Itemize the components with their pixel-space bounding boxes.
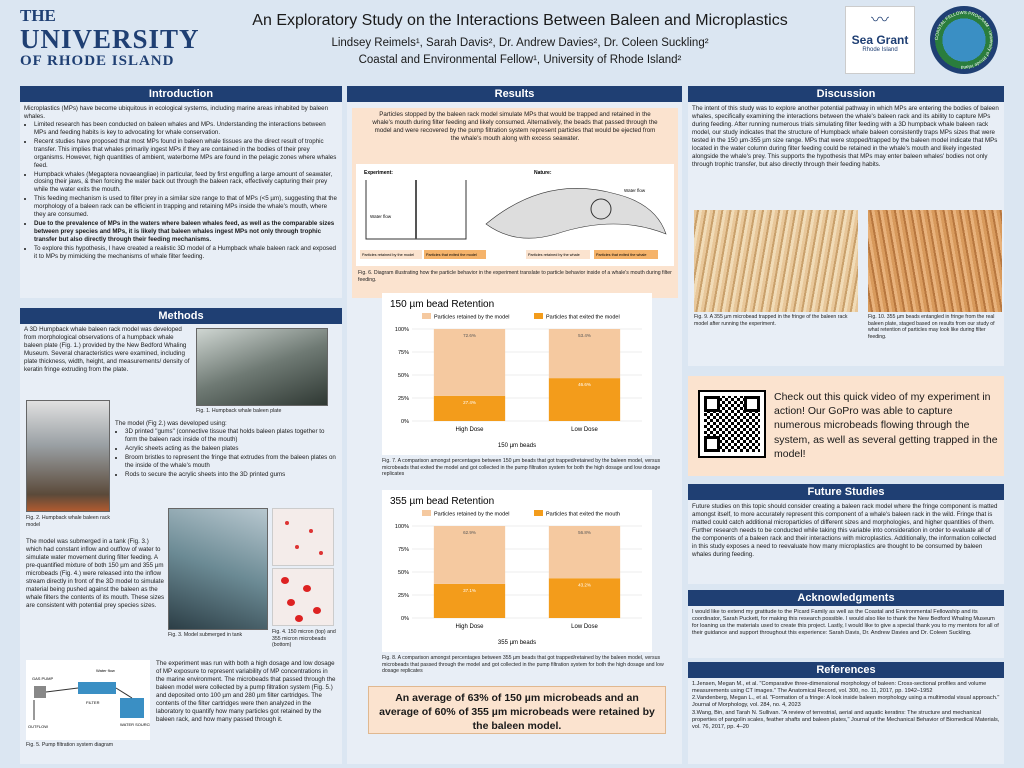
legend-label: Particles that exited the mouth bbox=[546, 511, 620, 518]
results-heading: Results bbox=[347, 86, 682, 102]
diag-waterflow-label: Water flow bbox=[370, 214, 392, 219]
poster-authors: Lindsey Reimels¹, Sarah Davis², Dr. Andrew Davies², Dr. Coleen Suckling² bbox=[331, 37, 709, 49]
methods-list-item: • Broom bristles to represent the fringe that extrudes from the baleen plates on the inside of the whale's mouth bbox=[125, 454, 337, 470]
fig6-svg bbox=[356, 164, 674, 266]
y-tick-label: 75% bbox=[397, 547, 409, 553]
fig4-caption: Fig. 4. 150 micron (top) and 355 micron microbeads (bottom) bbox=[272, 629, 336, 648]
bar-value-label: 27.4% bbox=[463, 399, 476, 405]
pump-diagram-svg bbox=[26, 660, 150, 740]
coastal-fellows-seal bbox=[930, 6, 998, 74]
chart-355 bbox=[382, 490, 652, 652]
legend-swatch bbox=[534, 313, 543, 319]
intro-bullet: • Humpback whales (Megaptera novaeangliae) in particular, feed by first engulfing a large amount of seawater, closing their jaws, & then forcing the water back out through the baleen rack, effectively capturing their prey while the water exits the mouth. bbox=[34, 171, 338, 195]
seagrant-name: Sea Grant bbox=[851, 33, 909, 47]
legend-label: Particles retained by the model bbox=[434, 314, 510, 321]
chart-title: 150 µm bead Retention bbox=[390, 299, 495, 310]
methods-p3: The model was submerged in a tank (Fig. 3.) which had constant inflow and outflow of water to simulate water movement during filter feeding. A pre-quantified mixture of both 150 µm and 355 µm microbeads (Fig. 4.) were released into the inflow stream directly in front of the 3D model to simulate material being pushed against the baleen as the whale filters the contents of its mouth. These sizes are consistent with potential prey species sizes. bbox=[26, 538, 165, 609]
fig7-caption: Fig. 7. A comparison amongst percentages between 150 µm beads that got trapped/retained by the baleen model, versus microbeads that exited the model and got collected in the pump filtration system for both the high dosage and low dosage replicates bbox=[382, 458, 661, 477]
bar-value-label: 53.4% bbox=[578, 333, 591, 338]
y-tick-label: 25% bbox=[397, 593, 409, 599]
intro-bullet: • Limited research has been conducted on baleen whales and MPs. Understanding the interactions between MPs and feeding habits is key to advocating for whale conservation. bbox=[34, 121, 338, 137]
methods-list-item: • 3D printed "gums" (connective tissue that holds baleen plates together to form the baleen rack inside of the mouth) bbox=[125, 428, 337, 444]
diag-label: Water flow bbox=[96, 668, 115, 673]
methods-model-list bbox=[115, 420, 337, 480]
methods-p2: The model (Fig 2.) was developed using: bbox=[115, 420, 227, 427]
fig5-caption: Fig. 5. Pump filtration system diagram bbox=[26, 742, 114, 748]
chart-150-svg bbox=[382, 293, 652, 455]
diag-retained-model: Particles retained by the model bbox=[362, 253, 415, 257]
seal-text-ring bbox=[930, 6, 998, 74]
refs-list bbox=[688, 678, 1004, 734]
ref-item: 3.Wang, Bin, and Tarah N. Sullivan. "A review of terrestrial, aerial and aquatic keratins: The structure and mechanical properties of pangolin scales, feather shafts and baleen plates," Journal of the Mechanical Behavior of Biomedical Materials, vol. 76, 2017, pp. 4–20 bbox=[692, 709, 1000, 730]
legend-swatch bbox=[534, 510, 543, 516]
methods-list-item: • Rods to secure the acrylic sheets into the 3D printed gums bbox=[125, 471, 337, 479]
results-intro-box bbox=[352, 108, 678, 298]
fig1-baleen-plate-photo bbox=[196, 328, 328, 406]
discussion-heading: Discussion bbox=[688, 86, 1004, 102]
bar-value-label: 56.8% bbox=[578, 530, 591, 535]
future-heading: Future Studies bbox=[688, 484, 1004, 500]
x-tick-label: Low Dose bbox=[571, 427, 598, 433]
chart-title: 355 µm bead Retention bbox=[390, 496, 495, 507]
ack-text: I would like to extend my gratitude to the Picard Family as well as the Coastal and Environmental Fellowship and its coordinator, Sarah Puckett, for making this research possible. I would also like to thank the New Bedford Whaling Museum for loaning us the materials used to create this project. Lastly, I would like to give a special thank you to my mentors for all of their guidance and support throughout this experience: Sarah Davis, Dr. Andrew Davies and Dr. Coleen Suckling. bbox=[692, 609, 999, 637]
diag-nature-label: Nature: bbox=[534, 170, 552, 176]
seal-text: COASTAL FELLOWS PROGRAM · University of Rhode Island bbox=[933, 9, 995, 71]
future-text: Future studies on this topic should consider creating a baleen rack model where the fringe component is matted amongst itself, to more accurately represent this component of a whale's baleen rack in the wild. Fringe that is matted could catch additional microparticles of different sizes and morphologies, and higher quantities of them. Further research needs to be conducted while taking this variable into consideration in order to evaluate all of the components of a baleen rack and their interactions with microplastics. Additionally, the information collected in this study exposes a need to reevaluate how many microplastics are thought to be consumed by baleen whales during feeding. bbox=[692, 503, 998, 558]
fig6-caption: Fig. 6. Diagram illustrating how the particle behavior in the experiment translate to particle behavior inside of a whale's mouth during filter feeding. bbox=[358, 270, 672, 283]
ack-panel bbox=[688, 590, 1004, 658]
seagrant-sub: Rhode Island bbox=[862, 47, 898, 53]
intro-bullet: • This feeding mechanism is used to filter prey in a similar size range to that of MPs (<5 µm), suggesting that the morphology of a baleen rack can be efficient in trapping and retaining MPs inside the whale's mouth, where they are consumed. bbox=[34, 195, 338, 219]
methods-list-item: • Acrylic sheets acting as the baleen plates bbox=[125, 445, 337, 453]
seagrant-bird-icon: 〰 bbox=[871, 10, 889, 30]
results-summary-box bbox=[368, 686, 666, 734]
y-tick-label: 100% bbox=[394, 524, 409, 530]
qr-panel bbox=[688, 376, 1004, 476]
seagrant-logo bbox=[845, 6, 915, 74]
bar-value-label: 72.6% bbox=[463, 333, 476, 338]
refs-heading: References bbox=[688, 662, 1004, 678]
fig2-caption: Fig. 2. Humpback whale baleen rack model bbox=[26, 515, 110, 528]
legend-swatch bbox=[422, 510, 431, 516]
bar-segment bbox=[434, 329, 505, 396]
x-tick-label: Low Dose bbox=[571, 624, 598, 630]
y-tick-label: 100% bbox=[394, 327, 409, 333]
x-axis-label: 150 µm beads bbox=[497, 443, 537, 449]
logo-university: UNIVERSITY bbox=[20, 24, 200, 54]
fig8-caption: Fig. 8. A comparison amongst percentages between 355 µm beads that got trapped/retained by the baleen model, versus microbeads that passed through the model and got collected in the pump filtration system for both the high dosage and low dosage replicates bbox=[382, 655, 664, 674]
discussion-text: The intent of this study was to explore another potential pathway in which MPs are entering the bodies of baleen whales, specifically examining the interactions between the whale's baleen rack and its ability to capture MPs during feeding. After running numerous trials simulating filter feeding with a 3D humpback whale baleen rack model, our study indicates that the structure of Humpback whale baleen consistently traps MPs sizes that were tested in the 150 µm-355 µm size range. MPs that were stopped/trapped by the baleen model indicate that MPs located in the water column during filter feeding could be retained in the whale's mouth and likely ingested alongside the whale's prey. This supports the hypothesis that MPs may enter baleen whales' bodies not only through trophic transfer, but also directly through their feeding habits. bbox=[692, 105, 999, 168]
intro-body bbox=[20, 102, 342, 265]
diag-waterflow-label-2: Water flow bbox=[624, 188, 646, 193]
fig4-microbeads-355-photo bbox=[272, 568, 334, 626]
methods-p1: A 3D Humpback whale baleen rack model was developed from morphological observations of a humpback whale baleen plate (Fig. 1.) provided by the New Bedford Whaling Museum. Several characteristics were examined, including plate thickness, width, height, and measurements/ density of keratin fringe extruding from the plate. bbox=[24, 326, 190, 373]
methods-p4: The experiment was run with both a high dosage and low dosage of MP exposure to represent variability of MP concentrations in the marine environment. The microbeads that passed through the baleen model were collected by a pump filtration system (Fig. 5.) and deposited onto 100 µm and 280 µm filter cartridges. The contents of the filter cartridges were then analyzed in the laboratory to quantify how many particles got retained by the baleen rack, and how many passed through it. bbox=[156, 660, 336, 723]
diag-label: FILTER bbox=[86, 700, 100, 705]
y-tick-label: 50% bbox=[397, 570, 409, 576]
y-tick-label: 75% bbox=[397, 350, 409, 356]
fig4-microbeads-150-photo bbox=[272, 508, 334, 566]
x-axis-label: 355 µm beads bbox=[497, 640, 537, 646]
fig10-caption: Fig. 10. 355 µm beads entangled in fringe from the real baleen plate, staged based on results from our study of what retention of particles may look like during filter feeding. bbox=[868, 314, 995, 340]
ack-heading: Acknowledgments bbox=[688, 590, 1004, 606]
intro-bullet: • Recent studies have proposed that most MPs found in baleen whale tissues are the direct result of trophic transfer. This implies that whales primarily ingest MPs if they are contained in the bodies of their prey organisms. However, high quantities of ambient, waterborne MPs are found in the pelagic zones where whales feed. bbox=[34, 138, 338, 170]
bar-value-label: 62.9% bbox=[463, 530, 476, 535]
bar-value-label: 46.6% bbox=[578, 382, 591, 388]
qr-text: Check out this quick video of my experiment in action! Our GoPro was able to capture numerous microbeads flowing through the system, as well as several getting trapped in the model! bbox=[774, 391, 998, 460]
y-tick-label: 0% bbox=[401, 419, 409, 425]
logo-the: THE bbox=[20, 6, 56, 25]
intro-p1: Microplastics (MPs) have become ubiquitous in ecological systems, including marine areas inhabited by baleen whales. bbox=[24, 105, 329, 120]
ref-item: 1.Jensen, Megan M., et al. "Comparative three-dimensional morphology of baleen: Cross-sectional profiles and volume measurements using CT images." The Anatomical Record, vol. 300, no. 11, 2017, pp. 1942–1952 bbox=[692, 681, 987, 695]
y-tick-label: 0% bbox=[401, 616, 409, 622]
results-intro: Particles stopped by the baleen rack model simulate MPs that would be trapped and retained in the whale's mouth during filter feeding and likely consumed. Alternatively, the beads that passed through the model and were recovered by the pump filtration system represent particles that would be ejected from the whale's mouth along with excess seawater. bbox=[372, 111, 658, 142]
chart-150 bbox=[382, 293, 652, 455]
results-summary: An average of 63% of 150 µm microbeads and an average of 60% of 355 µm microbeads were retained by the baleen model. bbox=[379, 692, 655, 733]
refs-panel bbox=[688, 662, 1004, 764]
diag-exited-whale: Particles that exited the whale bbox=[596, 253, 647, 257]
logo-of-rhode-island: OF RHODE ISLAND bbox=[20, 53, 175, 69]
fig6-diagram bbox=[356, 164, 674, 266]
future-panel bbox=[688, 484, 1004, 584]
bar-value-label: 43.2% bbox=[578, 582, 591, 588]
fig1-caption: Fig. 1. Humpback whale baleen plate bbox=[196, 408, 282, 414]
ref-item: 2.Vandenberg, Megan L., et al. "Formation of a fringe: A look inside baleen morphology using a multimodal visual approach." Journal of Morphology, vol. 284, no. 4, 2023 bbox=[692, 695, 1000, 709]
fig10-entangled-beads-photo bbox=[868, 210, 1002, 312]
fig3-caption: Fig. 3. Model submerged in tank bbox=[168, 632, 243, 638]
poster-title: An Exploratory Study on the Interactions Between Baleen and Microplastics bbox=[252, 12, 788, 29]
diag-label: GAS PUMP bbox=[32, 676, 54, 681]
uri-logo bbox=[20, 6, 220, 70]
bar-value-label: 37.1% bbox=[463, 587, 476, 593]
methods-heading: Methods bbox=[20, 308, 342, 324]
legend-label: Particles retained by the model bbox=[434, 511, 510, 518]
intro-bullet: • Due to the prevalence of MPs in the waters where baleen whales feed, as well as the comparable sizes between prey species and MPs, it is likely that baleen whales ingest MPs not only through trophic transfer but also directly through their feeding mechanisms. bbox=[34, 220, 338, 244]
y-tick-label: 50% bbox=[397, 373, 409, 379]
qr-code-icon[interactable] bbox=[698, 390, 766, 458]
diag-retained-whale: Particles retained by the whale bbox=[528, 253, 580, 257]
poster-affiliation: Coastal and Environmental Fellow¹, University of Rhode Island² bbox=[358, 54, 682, 66]
x-tick-label: High Dose bbox=[455, 427, 484, 433]
intro-bullet: • To explore this hypothesis, I have created a realistic 3D model of a Humpback whale baleen rack and exposed it to MPs by mimicking the mechanisms of whale filter feeding. bbox=[34, 245, 338, 261]
fig3-tank-photo bbox=[168, 508, 268, 630]
diag-experiment-label: Experiment: bbox=[364, 170, 393, 176]
chart-355-svg bbox=[382, 490, 652, 652]
diag-exited-model: Particles that exited the model bbox=[426, 253, 477, 257]
intro-panel bbox=[20, 86, 342, 298]
legend-label: Particles that exited the model bbox=[546, 314, 620, 321]
legend-swatch bbox=[422, 313, 431, 319]
fig5-pump-diagram bbox=[26, 660, 150, 740]
y-tick-label: 25% bbox=[397, 396, 409, 402]
diag-label: OUTFLOW bbox=[28, 724, 48, 729]
svg-text:COASTAL FELLOWS PROGRAM · Univ bbox=[934, 10, 994, 70]
x-tick-label: High Dose bbox=[455, 624, 484, 630]
fig9-trapped-bead-photo bbox=[694, 210, 858, 312]
fig2-rack-model-photo bbox=[26, 400, 110, 512]
fig9-caption: Fig. 9. A 355 µm microbead trapped in the fringe of the baleen rack model after running the experiment. bbox=[694, 314, 848, 327]
intro-bullets bbox=[34, 121, 338, 261]
intro-heading: Introduction bbox=[20, 86, 342, 102]
diag-label: WATER SOURCE bbox=[120, 722, 150, 727]
